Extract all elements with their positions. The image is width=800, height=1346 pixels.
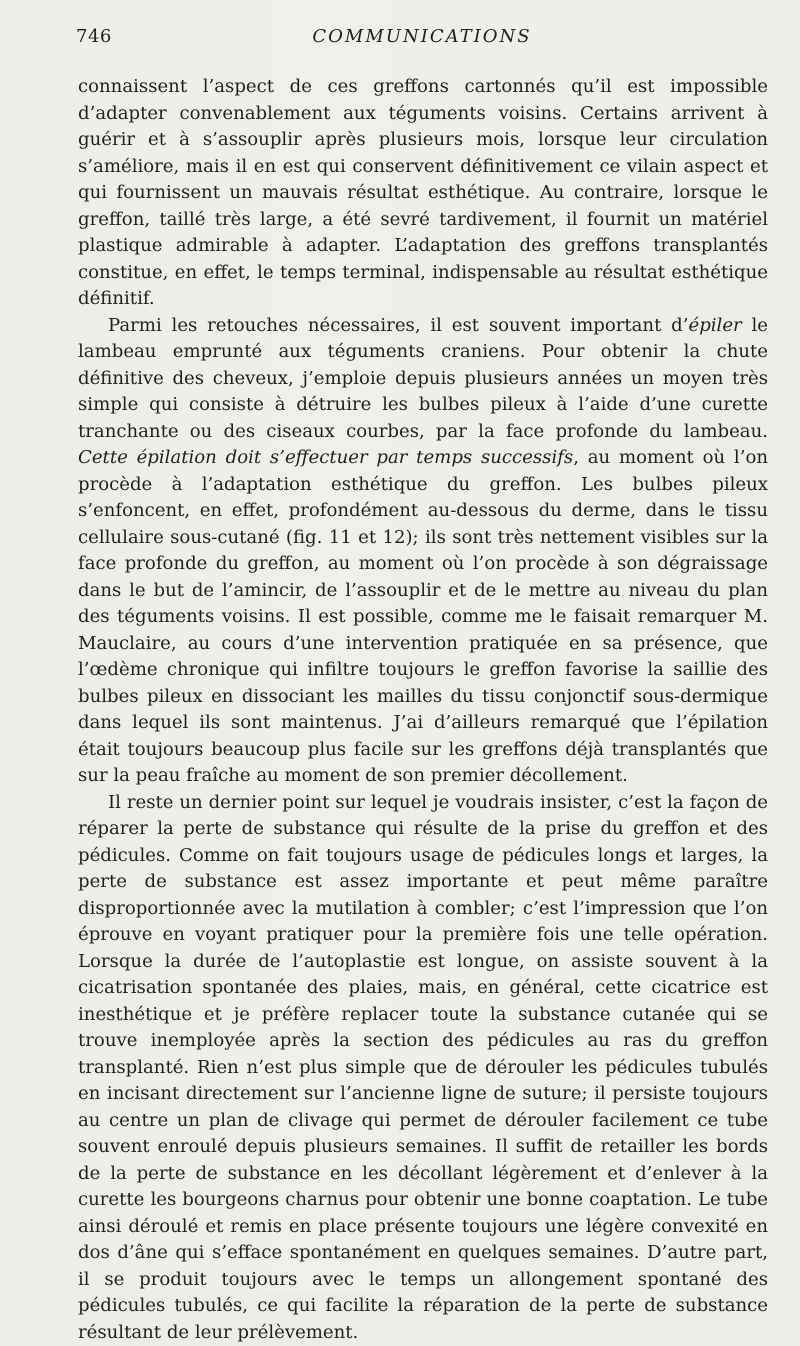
paragraph-2 — [78, 313, 768, 790]
paragraph-2-italic-phrase: Cette épilation doit s’effectuer par temps successifs — [78, 447, 573, 468]
paragraph-1: connaissent l’aspect de ces greffons cartonnés qu’il est impossible d’adapter convenablement aux téguments voisins. Certains arrivent à guérir et à s’assouplir après plusieurs mois, lorsque leur circulation s’améliore, mais il en est qui conservent définitivement ce vilain aspect et qui fournissent un mauvais résultat esthétique. Au contraire, lorsque le greffon, taillé très large, a été sevré tardivement, il fournit un matériel plastique admirable à adapter. L’adaptation des greffons transplantés constitue, en effet, le temps terminal, indispensable au résultat esthétique définitif. — [78, 74, 768, 313]
article-body — [78, 74, 768, 1346]
paragraph-2-italic-epiler: épiler — [688, 315, 741, 336]
paragraph-2-text-a: Parmi les retouches nécessaires, il est souvent important d’ — [108, 315, 688, 336]
paragraph-3: Il reste un dernier point sur lequel je voudrais insister, c’est la façon de réparer la perte de substance qui résulte de la prise du greffon et des pédicules. Comme on fait toujours usage de pédicules longs et larges, la perte de substance est assez importante et peut même paraître disproportionnée avec la mutilation à combler; c’est l’impression que l’on éprouve en voyant pratiquer pour la première fois une telle opération. Lorsque la durée de l’autoplastie est longue, on assiste souvent à la cicatrisation spontanée des plaies, mais, en général, cette cicatrice est inesthétique et je préfère replacer toute la substance cutanée qui se trouve inemployée après la section des pédicules au ras du greffon transplanté. Rien n’est plus simple que de dérouler les pédicules tubulés en incisant directement sur l’ancienne ligne de suture; il persiste toujours au centre un plan de clivage qui permet de dérouler facilement ce tube souvent enroulé depuis plusieurs semaines. Il suffit de retailler les bords de la perte de substance en les décollant légèrement et d’enlever à la curette les bourgeons charnus pour obtenir une bonne coaptation. Le tube ainsi déroulé et remis en place présente toujours une légère convexité en dos d’âne qui s’efface spontanément en quelques semaines. D’autre part, il se produit toujours avec le temps un allongement spontané des pédicules tubulés, ce qui facilite la réparation de la perte de substance résultant de leur prélèvement. — [78, 790, 768, 1346]
page-number: 746 — [76, 26, 112, 47]
paragraph-2-text-c: , au moment où l’on procède à l’adaptation esthétique du greffon. Les bulbes pileux s’enfoncent, en effet, profondément au-dessous du derme, dans le tissu cellulaire sous-cutané (fig. 11 et 12); ils sont très nettement visibles sur la face profonde du greffon, au moment où l’on procède à son dégraissage dans le but de l’amincir, de l’assouplir et de le mettre au niveau du plan des téguments voisins. Il est possible, comme me le faisait remarquer M. Mauclaire, au cours d’une intervention pratiquée en sa présence, que l’œdème chronique qui infiltre toujours le greffon favorise la saillie des bulbes pileux en dissociant les mailles du tissu conjonctif sous-dermique dans lequel ils sont maintenus. J’ai d’ailleurs remarqué que l’épilation était toujours beaucoup plus facile sur les greffons déjà transplantés que sur la peau fraîche au moment de son premier décollement. — [78, 447, 768, 786]
running-title: COMMUNICATIONS — [76, 26, 768, 47]
paragraph-2-text-b: le lambeau emprunté aux téguments craniens. Pour obtenir la chute définitive des cheveux, j’emploie depuis plusieurs années un moyen très simple qui consiste à détruire les bulbes pileux à l’aide d’une curette tranchante ou des ciseaux courbes, par la face profonde du lambeau. — [78, 315, 768, 442]
page-header — [76, 26, 768, 54]
